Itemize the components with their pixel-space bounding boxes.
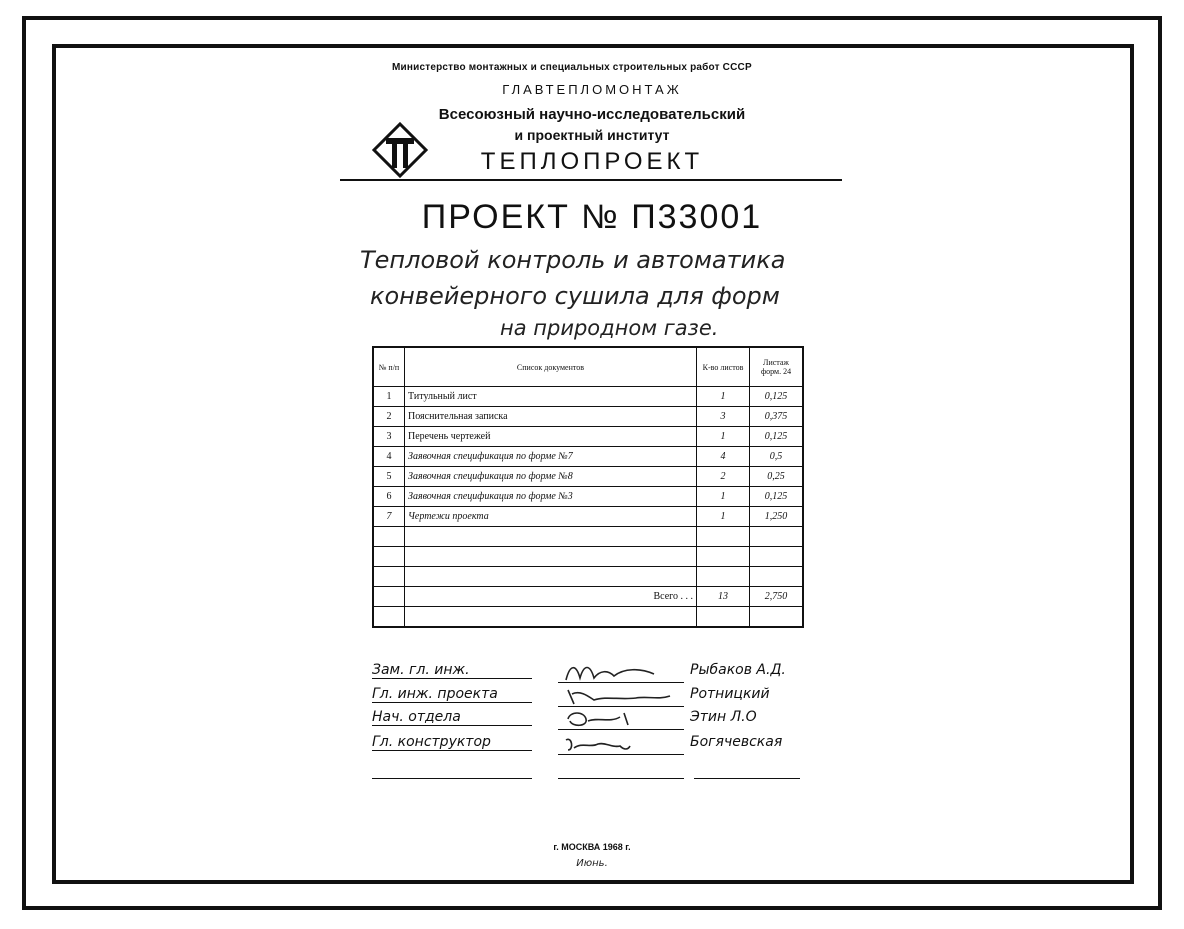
institute-line-2: и проектный институт — [514, 127, 670, 143]
footer-city-year: г. МОСКВА 1968 г. — [553, 842, 631, 852]
row-name: Чертежи проекта — [405, 507, 697, 527]
table-row — [373, 447, 803, 467]
table-row — [373, 427, 803, 447]
row-sheets: 0,125 — [750, 487, 804, 507]
row-count: 3 — [697, 407, 750, 427]
row-num: 4 — [373, 447, 405, 467]
handwritten-signature-icon — [558, 734, 684, 755]
footer-month: Июнь. — [576, 858, 608, 869]
institute-line-1: Всесоюзный научно-исследовательский — [438, 106, 746, 123]
signature-row-empty — [372, 758, 812, 780]
table-row — [373, 487, 803, 507]
table-row-empty — [373, 527, 803, 547]
row-num: 7 — [373, 507, 405, 527]
row-count: 1 — [697, 487, 750, 507]
row-num: 5 — [373, 467, 405, 487]
row-sheets: 0,5 — [750, 447, 804, 467]
documents-table — [372, 346, 804, 628]
signature-row — [372, 709, 812, 731]
row-num: 3 — [373, 427, 405, 447]
row-name: Заявочная спецификация по форме №8 — [405, 467, 697, 487]
table-row — [373, 407, 803, 427]
row-sheets: 1,250 — [750, 507, 804, 527]
signature-role: Гл. конструктор — [372, 734, 532, 751]
institute-logo-icon — [372, 122, 428, 178]
row-name: Заявочная спецификация по форме №7 — [405, 447, 697, 467]
header-divider — [340, 179, 842, 181]
signature-row — [372, 662, 812, 684]
project-title-line-2: конвейерного сушила для форм — [370, 282, 780, 310]
row-num: 1 — [373, 387, 405, 407]
table-header-row — [373, 347, 803, 387]
signature-name: Богячевская — [690, 734, 783, 750]
signature-row — [372, 734, 812, 756]
row-sheets: 0,25 — [750, 467, 804, 487]
signature-row — [372, 686, 812, 708]
row-sheets: 0,125 — [750, 427, 804, 447]
handwritten-signature-icon — [558, 662, 684, 683]
row-count: 2 — [697, 467, 750, 487]
header-count: К-во листов — [697, 347, 750, 387]
project-title-line-3: на природном газе. — [500, 316, 719, 340]
ministry-line: Министерство монтажных и специальных строительных работ СССР — [392, 62, 752, 73]
table-row — [373, 507, 803, 527]
header-num: № п/п — [373, 347, 405, 387]
row-count: 4 — [697, 447, 750, 467]
signature-name: Ротницкий — [690, 686, 770, 702]
signature-role: Нач. отдела — [372, 709, 532, 726]
total-count: 13 — [697, 587, 750, 607]
total-sheets: 2,750 — [750, 587, 804, 607]
total-label: Всего . . . — [405, 587, 697, 607]
handwritten-signature-icon — [558, 709, 684, 730]
table-row-empty — [373, 567, 803, 587]
signature-name: Этин Л.О — [690, 709, 757, 725]
row-name: Титульный лист — [405, 387, 697, 407]
institute-name: ТЕПЛОПРОЕКТ — [480, 148, 704, 175]
row-count: 1 — [697, 387, 750, 407]
signature-name-empty — [694, 758, 800, 779]
row-count: 1 — [697, 507, 750, 527]
handwritten-signature-icon — [558, 686, 684, 707]
row-name: Заявочная спецификация по форме №3 — [405, 487, 697, 507]
table-row — [373, 387, 803, 407]
row-num: 2 — [373, 407, 405, 427]
signature-line-empty — [558, 758, 684, 779]
table-row-empty — [373, 607, 803, 628]
header-name: Список документов — [405, 347, 697, 387]
row-name: Перечень чертежей — [405, 427, 697, 447]
glav-line: ГЛАВТЕПЛОМОНТАЖ — [502, 82, 682, 97]
signature-role: Гл. инж. проекта — [372, 686, 532, 703]
table-row — [373, 467, 803, 487]
header-sheets: Листаж форм. 24 — [750, 347, 804, 387]
table-row-empty — [373, 547, 803, 567]
project-number: ПРОЕКТ № П33001 — [421, 198, 763, 236]
row-sheets: 0,375 — [750, 407, 804, 427]
table-total-row — [373, 587, 803, 607]
signature-role-empty — [372, 758, 532, 779]
project-title-line-1: Тепловой контроль и автоматика — [360, 246, 786, 274]
row-num: 6 — [373, 487, 405, 507]
row-sheets: 0,125 — [750, 387, 804, 407]
signature-role: Зам. гл. инж. — [372, 662, 532, 679]
signature-name: Рыбаков А.Д. — [690, 662, 786, 678]
row-count: 1 — [697, 427, 750, 447]
row-name: Пояснительная записка — [405, 407, 697, 427]
